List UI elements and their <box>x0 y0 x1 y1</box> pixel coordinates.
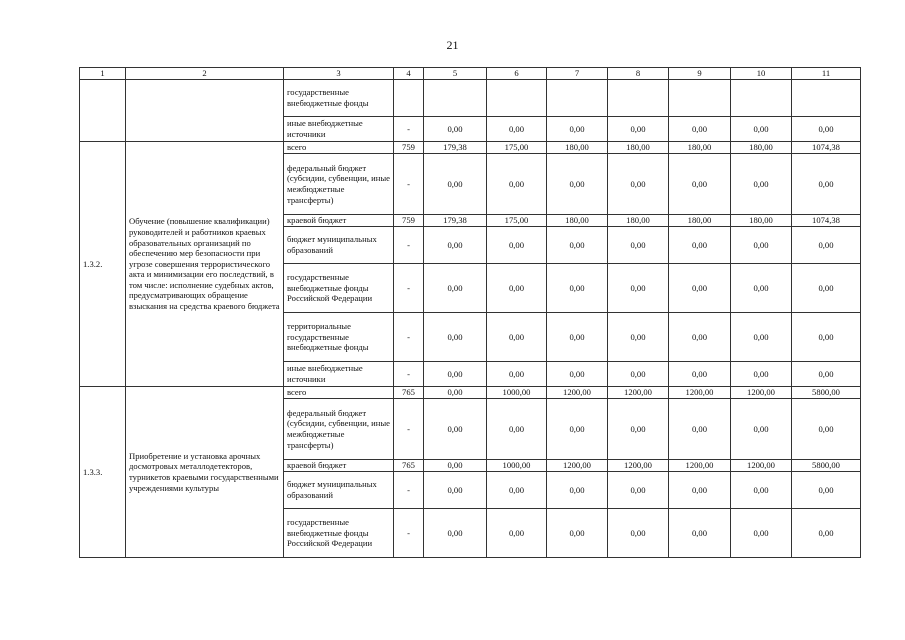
value-cell <box>669 80 731 117</box>
value-cell: 1200,00 <box>547 387 608 399</box>
value-cell: 180,00 <box>547 142 608 154</box>
value-cell: 0,00 <box>792 227 861 264</box>
column-header: 6 <box>487 68 547 80</box>
value-cell: 0,00 <box>487 313 547 362</box>
value-cell: 5800,00 <box>792 460 861 472</box>
value-cell: 0,00 <box>608 313 669 362</box>
budget-code-cell: 765 <box>394 387 424 399</box>
value-cell: 180,00 <box>608 215 669 227</box>
value-cell: 0,00 <box>792 509 861 558</box>
budget-code-cell: - <box>394 117 424 142</box>
value-cell: 0,00 <box>608 509 669 558</box>
budget-code-cell: 759 <box>394 142 424 154</box>
value-cell: 0,00 <box>669 362 731 387</box>
value-cell: 0,00 <box>547 362 608 387</box>
item-code <box>80 80 126 142</box>
value-cell: 0,00 <box>424 509 487 558</box>
column-header: 7 <box>547 68 608 80</box>
funding-source: краевой бюджет <box>284 460 394 472</box>
budget-code-cell: - <box>394 154 424 215</box>
budget-code-cell <box>394 80 424 117</box>
funding-source: краевой бюджет <box>284 215 394 227</box>
funding-source: бюджет муниципальных образований <box>284 472 394 509</box>
value-cell <box>792 80 861 117</box>
value-cell: 0,00 <box>547 154 608 215</box>
budget-code-cell: - <box>394 227 424 264</box>
value-cell: 0,00 <box>731 362 792 387</box>
table-row <box>80 142 861 154</box>
value-cell: 0,00 <box>487 509 547 558</box>
value-cell <box>487 80 547 117</box>
value-cell: 1000,00 <box>487 387 547 399</box>
value-cell: 0,00 <box>669 313 731 362</box>
column-header: 5 <box>424 68 487 80</box>
value-cell: 0,00 <box>424 227 487 264</box>
value-cell: 1200,00 <box>669 460 731 472</box>
value-cell: 0,00 <box>669 472 731 509</box>
funding-source: территориальные государственные внебюджетные фонды <box>284 313 394 362</box>
value-cell: 0,00 <box>669 117 731 142</box>
value-cell: 0,00 <box>792 154 861 215</box>
value-cell: 1200,00 <box>608 460 669 472</box>
value-cell: 0,00 <box>669 264 731 313</box>
value-cell: 0,00 <box>792 313 861 362</box>
value-cell: 1074,38 <box>792 142 861 154</box>
item-code: 1.3.3. <box>80 387 126 558</box>
value-cell: 179,38 <box>424 142 487 154</box>
funding-source: иные внебюджетные источники <box>284 362 394 387</box>
value-cell <box>547 80 608 117</box>
value-cell: 1000,00 <box>487 460 547 472</box>
value-cell: 0,00 <box>547 313 608 362</box>
value-cell: 0,00 <box>669 227 731 264</box>
value-cell: 0,00 <box>487 154 547 215</box>
value-cell: 1200,00 <box>608 387 669 399</box>
funding-source: государственные внебюджетные фонды Российской Федерации <box>284 264 394 313</box>
table-row <box>80 80 861 117</box>
value-cell: 180,00 <box>669 215 731 227</box>
value-cell <box>424 80 487 117</box>
budget-code-cell: - <box>394 362 424 387</box>
page-number: 21 <box>446 38 459 52</box>
value-cell: 175,00 <box>487 142 547 154</box>
value-cell: 0,00 <box>731 313 792 362</box>
value-cell <box>608 80 669 117</box>
item-name: Обучение (повышение квалификации) руководителей и работников краевых образовательных организаций по обеспечению мер безопасности при угрозе совершения террористического акта и минимизации его последствий, в том числе: исполнение судебных актов, предусматривающих обращение взыскания на средства краевого бюджета <box>126 142 284 387</box>
value-cell: 0,00 <box>547 399 608 460</box>
value-cell: 179,38 <box>424 215 487 227</box>
value-cell: 0,00 <box>669 154 731 215</box>
value-cell: 0,00 <box>424 399 487 460</box>
column-header: 1 <box>80 68 126 80</box>
value-cell: 0,00 <box>608 227 669 264</box>
funding-source: всего <box>284 387 394 399</box>
budget-code-cell: - <box>394 472 424 509</box>
value-cell: 180,00 <box>731 142 792 154</box>
value-cell: 0,00 <box>731 472 792 509</box>
value-cell: 0,00 <box>424 154 487 215</box>
column-header: 8 <box>608 68 669 80</box>
value-cell: 0,00 <box>608 154 669 215</box>
budget-code-cell: 759 <box>394 215 424 227</box>
value-cell: 0,00 <box>608 264 669 313</box>
column-header: 3 <box>284 68 394 80</box>
budget-code-cell: - <box>394 313 424 362</box>
value-cell: 180,00 <box>669 142 731 154</box>
value-cell: 1200,00 <box>669 387 731 399</box>
value-cell: 0,00 <box>487 399 547 460</box>
header-row <box>80 68 861 80</box>
value-cell: 0,00 <box>731 399 792 460</box>
value-cell: 0,00 <box>669 509 731 558</box>
value-cell: 0,00 <box>487 472 547 509</box>
budget-table <box>79 67 861 558</box>
value-cell: 0,00 <box>792 472 861 509</box>
value-cell: 0,00 <box>424 117 487 142</box>
item-code: 1.3.2. <box>80 142 126 387</box>
funding-source: федеральный бюджет (субсидии, субвенции, иные межбюджетные трансферты) <box>284 399 394 460</box>
value-cell: 0,00 <box>731 117 792 142</box>
value-cell: 0,00 <box>608 117 669 142</box>
value-cell: 175,00 <box>487 215 547 227</box>
value-cell: 0,00 <box>731 227 792 264</box>
column-header: 9 <box>669 68 731 80</box>
value-cell: 0,00 <box>487 227 547 264</box>
value-cell: 0,00 <box>547 227 608 264</box>
value-cell: 0,00 <box>608 472 669 509</box>
value-cell: 0,00 <box>487 117 547 142</box>
value-cell: 0,00 <box>424 264 487 313</box>
value-cell: 0,00 <box>424 362 487 387</box>
value-cell: 5800,00 <box>792 387 861 399</box>
budget-code-cell: - <box>394 264 424 313</box>
value-cell: 180,00 <box>731 215 792 227</box>
table-row <box>80 387 861 399</box>
value-cell: 0,00 <box>487 264 547 313</box>
value-cell: 0,00 <box>547 264 608 313</box>
funding-source: государственные внебюджетные фонды Российской Федерации <box>284 509 394 558</box>
value-cell: 0,00 <box>731 509 792 558</box>
budget-code-cell: - <box>394 509 424 558</box>
value-cell: 180,00 <box>547 215 608 227</box>
value-cell: 0,00 <box>731 264 792 313</box>
value-cell: 1074,38 <box>792 215 861 227</box>
value-cell: 0,00 <box>792 264 861 313</box>
value-cell <box>731 80 792 117</box>
value-cell: 0,00 <box>547 117 608 142</box>
value-cell: 0,00 <box>424 472 487 509</box>
value-cell: 0,00 <box>547 472 608 509</box>
budget-code-cell: 765 <box>394 460 424 472</box>
value-cell: 0,00 <box>424 313 487 362</box>
value-cell: 1200,00 <box>731 460 792 472</box>
funding-source: иные внебюджетные источники <box>284 117 394 142</box>
value-cell: 0,00 <box>792 399 861 460</box>
funding-source: государственные внебюджетные фонды <box>284 80 394 117</box>
funding-source: бюджет муниципальных образований <box>284 227 394 264</box>
value-cell: 0,00 <box>547 509 608 558</box>
value-cell: 1200,00 <box>547 460 608 472</box>
value-cell: 180,00 <box>608 142 669 154</box>
column-header: 2 <box>126 68 284 80</box>
value-cell: 0,00 <box>731 154 792 215</box>
value-cell: 0,00 <box>424 460 487 472</box>
value-cell: 0,00 <box>608 362 669 387</box>
item-name: Приобретение и установка арочных досмотровых металлодетекторов, турникетов краевыми государственными учреждениями культуры <box>126 387 284 558</box>
value-cell: 0,00 <box>608 399 669 460</box>
value-cell: 0,00 <box>792 117 861 142</box>
value-cell: 0,00 <box>792 362 861 387</box>
item-name <box>126 80 284 142</box>
funding-source: всего <box>284 142 394 154</box>
funding-source: федеральный бюджет (субсидии, субвенции, иные межбюджетные трансферты) <box>284 154 394 215</box>
table-body <box>80 80 861 558</box>
value-cell: 0,00 <box>669 399 731 460</box>
value-cell: 0,00 <box>424 387 487 399</box>
budget-code-cell: - <box>394 399 424 460</box>
column-header: 11 <box>792 68 861 80</box>
value-cell: 1200,00 <box>731 387 792 399</box>
value-cell: 0,00 <box>487 362 547 387</box>
column-header: 10 <box>731 68 792 80</box>
column-header: 4 <box>394 68 424 80</box>
